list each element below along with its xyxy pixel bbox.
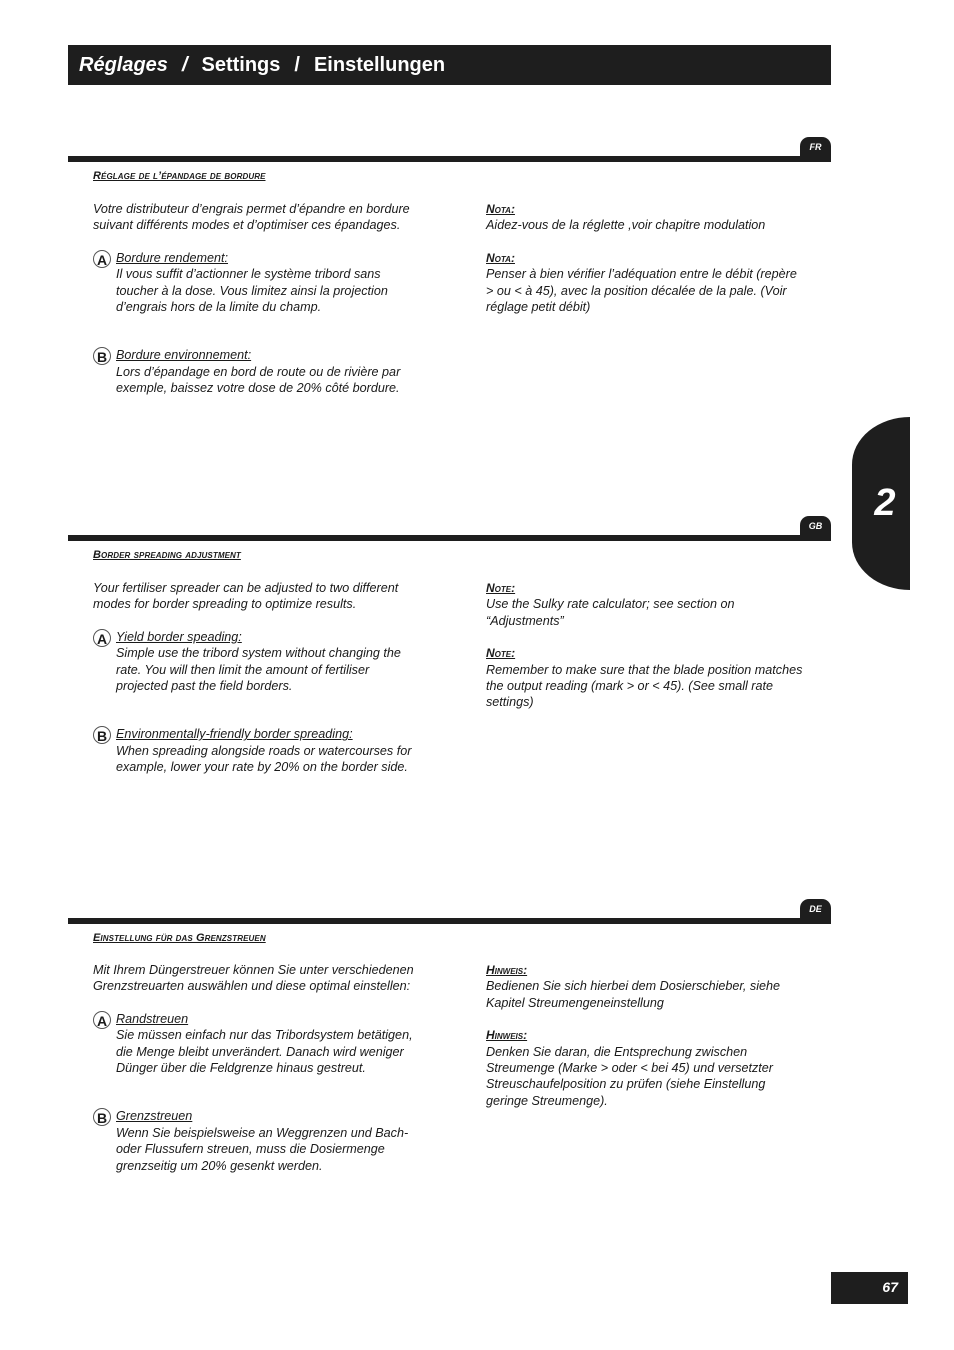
de-option-b-text: Wenn Sie beispielsweise an Weggrenzen und Bach- oder Flussufern streuen, muss die Dosiermenge grenzseitig um 20% gesenkt werden. <box>116 1125 409 1173</box>
fr-option-b-title: Bordure environnement: <box>116 348 252 363</box>
fr-intro: Votre distributeur d’engrais permet d’épandre en bordure suivant différents modes et d’optimiser ces épandages. <box>93 202 410 233</box>
language-tab-de: DE <box>800 899 831 919</box>
fr-left-column <box>93 201 423 397</box>
gb-left-column <box>93 580 423 776</box>
gb-note1-title: Note: <box>486 581 516 595</box>
chapter-number: 2 <box>874 482 896 524</box>
fr-note1-title: Nota: <box>486 202 515 216</box>
language-tab-gb: GB <box>800 516 831 536</box>
de-right-column <box>486 962 806 1109</box>
fr-option-a-text: Il vous suffit d’actionner le système tribord sans toucher à la dose. Vous limitez ainsi la projection d’engrais hors de la limite du champ. <box>116 267 388 315</box>
page-number: 67 <box>831 1272 908 1304</box>
gb-option-a <box>93 629 423 695</box>
gb-option-b-text: When spreading alongside roads or watercourses for example, lower your rate by 20% on the border side. <box>116 743 412 775</box>
gb-option-a-text: Simple use the tribord system without changing the rate. You will then limit the amount of fertiliser projected past the field borders. <box>116 646 401 694</box>
fr-note1-text: Aidez-vous de la réglette ,voir chapitre modulation <box>486 218 766 233</box>
header-title-en: Settings <box>201 53 281 76</box>
section-title-gb: Border spreading adjustment <box>93 549 241 561</box>
section-divider <box>68 918 831 924</box>
letter-a-badge: A <box>93 250 111 268</box>
letter-b-badge: B <box>93 1108 111 1126</box>
header-title-de: Einstellungen <box>313 53 446 76</box>
gb-note1-text: Use the Sulky rate calculator; see section on “Adjustments” <box>486 597 735 628</box>
de-option-b <box>93 1108 423 1174</box>
header-separator: / <box>294 53 300 76</box>
de-intro: Mit Ihrem Düngerstreuer können Sie unter verschiedenen Grenzstreuarten auswählen und diese optimal einstellen: <box>93 963 414 994</box>
fr-note2-title: Nota: <box>486 250 515 265</box>
gb-intro: Your fertiliser spreader can be adjusted to two different modes for border spreading to optimize results. <box>93 581 399 612</box>
de-note1-text: Bedienen Sie sich hierbei dem Dosierschieber, siehe Kapitel Streumengeneinstellung <box>486 979 781 1010</box>
fr-right-column <box>486 201 806 315</box>
fr-option-a-title: Bordure rendement: <box>116 250 229 265</box>
fr-option-b <box>93 347 423 396</box>
fr-note2-text: Penser à bien vérifier l’adéquation entre le débit (repère > ou < à 45), avec la position décalée de la pale. (Voir réglage petit débit) <box>486 267 797 315</box>
gb-note2-title: Note: <box>486 646 516 661</box>
de-option-a <box>93 1011 423 1077</box>
de-option-b-title: Grenzstreuen <box>116 1109 193 1124</box>
letter-b-badge: B <box>93 726 111 744</box>
de-left-column <box>93 962 423 1174</box>
de-note2-text: Denken Sie daran, die Entsprechung zwischen Streumenge (Marke > oder < bei 45) und versetzter Streuschaufelposition zu prüfen (siehe Einstellung geringe Streumenge). <box>486 1044 774 1108</box>
chapter-tab <box>852 417 910 590</box>
de-note1-title: Hinweis: <box>486 963 528 977</box>
gb-option-b <box>93 726 423 775</box>
de-note2-title: Hinweis: <box>486 1028 528 1043</box>
section-title-de: Einstellung für das Grenzstreuen <box>93 932 266 944</box>
section-divider <box>68 156 831 162</box>
letter-a-badge: A <box>93 1011 111 1029</box>
gb-note2-text: Remember to make sure that the blade position matches the output reading (mark > or < 45). (See small rate settings) <box>486 662 803 710</box>
fr-option-a <box>93 250 423 316</box>
gb-option-a-title: Yield border speading: <box>116 629 242 644</box>
de-option-a-text: Sie müssen einfach nur das Tribordsystem betätigen, die Menge bleibt unverändert. Danach wird weniger Dünger über die Feldgrenze hinaus gestreut. <box>116 1028 413 1076</box>
de-option-a-title: Randstreuen <box>116 1011 189 1026</box>
section-divider <box>68 535 831 541</box>
fr-option-b-text: Lors d’épandage en bord de route ou de rivière par exemple, baissez votre dose de 20% côté bordure. <box>116 364 401 396</box>
header-title-fr: Réglages <box>79 53 168 76</box>
page-header <box>68 45 831 85</box>
letter-b-badge: B <box>93 347 111 365</box>
header-separator: / <box>181 53 188 76</box>
section-title-fr: Réglage de l’épandage de bordure <box>93 170 266 182</box>
gb-right-column <box>486 580 806 711</box>
gb-option-b-title: Environmentally-friendly border spreading: <box>116 727 353 742</box>
letter-a-badge: A <box>93 629 111 647</box>
language-tab-fr: FR <box>800 137 831 157</box>
